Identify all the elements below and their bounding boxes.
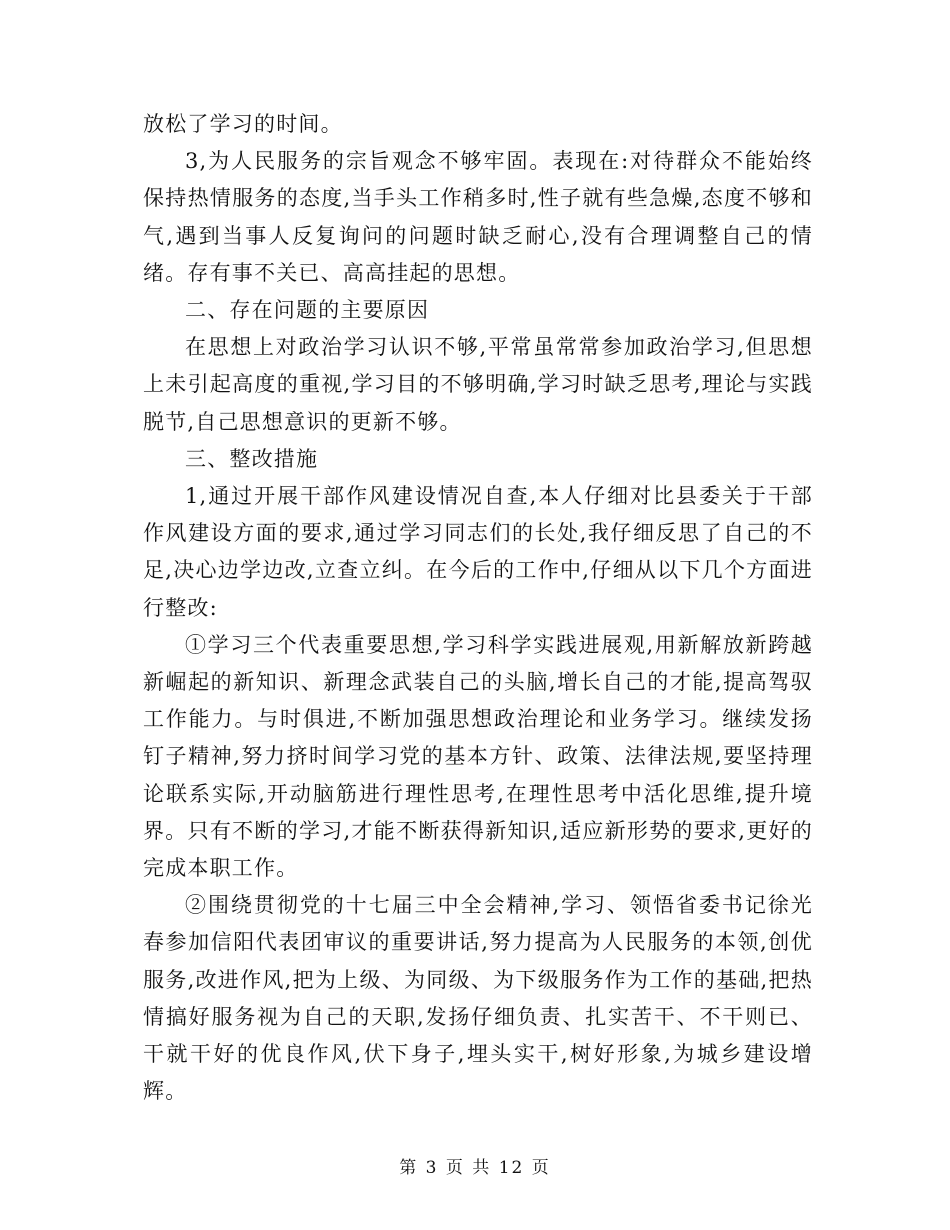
paragraph: ①学习三个代表重要思想,学习科学实践进展观,用新解放新跨越新崛起的新知识、新理念武装自己的头脑,增长自己的才能,提高驾驭工作能力。与时俱进,不断加强思想政治理论和业务学习。继续发扬钉子精神,努力挤时间学习党的基本方针、政策、法律法规,要坚持理论联系实际,开动脑筋进行理性思考,在理性思考中活化思维,提升境界。只有不断的学习,才能不断获得新知识,适应新形势的要求,更好的完成本职工作。	[143, 632, 813, 881]
paragraph: 放松了学习的时间。	[143, 112, 343, 136]
paragraph: 在思想上对政治学习认识不够,平常虽常常参加政治学习,但思想上未引起高度的重视,学习目的不够明确,学习时缺乏思考,理论与实践脱节,自己思想意识的更新不够。	[143, 335, 813, 434]
paragraph: ②围绕贯彻党的十七届三中全会精神,学习、领悟省委书记徐光春参加信阳代表团审议的重要讲话,努力提高为人民服务的本领,创优服务,改进作风,把为上级、为同级、为下级服务作为工作的基础,把热情搞好服务视为自己的天职,发扬仔细负责、扎实苦干、不干则已、干就干好的优良作风,伏下身子,埋头实干,树好形象,为城乡建设增辉。	[143, 893, 813, 1104]
page-number-footer: 第 3 页 共 12 页	[399, 1158, 551, 1178]
section-heading: 二、存在问题的主要原因	[185, 298, 430, 323]
section-heading: 三、整改措施	[185, 446, 319, 471]
document-body	[143, 106, 813, 1110]
paragraph: 3,为人民服务的宗旨观念不够牢固。表现在:对待群众不能始终保持热情服务的态度,当手头工作稍多时,性子就有些急燥,态度不够和气,遇到当事人反复询问的问题时缺乏耐心,没有合理调整自己的情绪。存有事不关已、高高挂起的思想。	[143, 149, 813, 285]
paragraph: 1,通过开展干部作风建设情况自查,本人仔细对比县委关于干部作风建设方面的要求,通过学习同志们的长处,我仔细反思了自己的不足,决心边学边改,立查立纠。在今后的工作中,仔细从以下几个方面进行整改:	[143, 484, 813, 620]
